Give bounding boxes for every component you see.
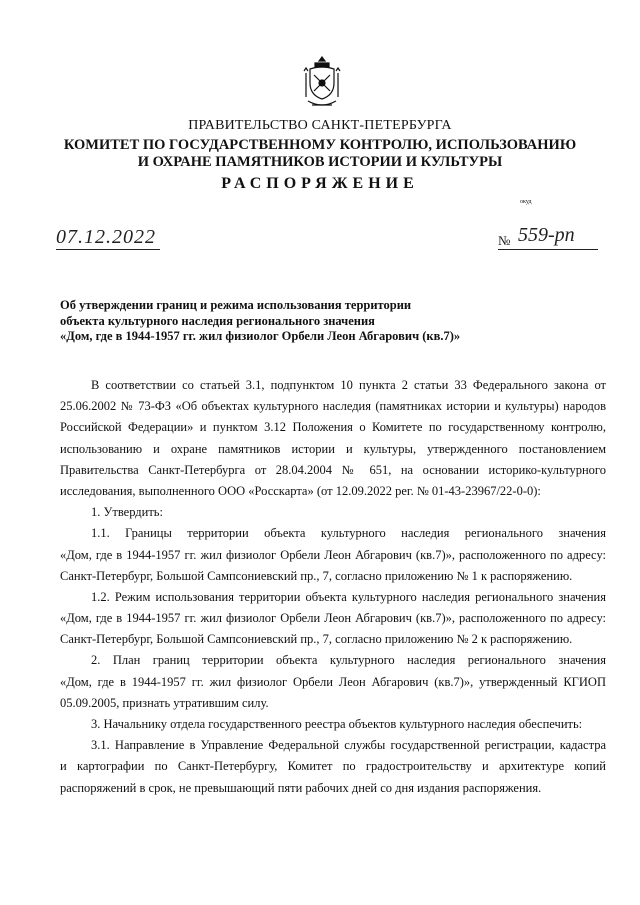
body-line: 2. План границ территории объекта культурного наследия регионального значения — [91, 653, 606, 668]
body-line: Правительства Санкт-Петербурга от 28.04.2004 № 651, на основании историко-культурного — [60, 462, 606, 477]
document-type-title: РАСПОРЯЖЕНИЕ — [221, 175, 419, 192]
body-line: использованию и охране памятников истории и культуры, утвержденного постановлением — [60, 441, 606, 456]
body-line: 25.06.2002 № 73-ФЗ «Об объектах культурного наследия (памятниках истории и культуры) народов — [60, 399, 606, 414]
number-sign: № — [498, 233, 511, 248]
document-body — [60, 375, 606, 799]
body-line: 3.1. Направление в Управление Федеральной службы государственной регистрации, кадастра — [91, 738, 606, 753]
body-line: 1.2. Режим использования территории объекта культурного наследия регионального значения — [91, 589, 606, 604]
document-number: 559-рп — [518, 224, 575, 246]
body-line: и картографии по Санкт-Петербургу, Комитет по градостроительству и архитектуре копий — [60, 759, 606, 774]
number-underline — [498, 249, 598, 250]
document-subject — [60, 298, 460, 345]
body-line: В соответствии со статьей 3.1, подпунктом 10 пункта 2 статьи 33 Федерального закона от — [91, 378, 606, 392]
subject-line: объекта культурного наследия регионального значения — [60, 313, 375, 328]
okud-label: окуд — [520, 199, 532, 205]
body-line: «Дом, где в 1944-1957 гг. жил физиолог Орбели Леон Абгарович (кв.7)», расположенного по адресу: — [60, 547, 606, 562]
date-underline — [56, 249, 160, 250]
subject-line: «Дом, где в 1944-1957 гг. жил физиолог Орбели Леон Абгарович (кв.7)» — [60, 329, 461, 343]
body-line: Санкт-Петербург, Большой Сампсониевский пр., 7, согласно приложению № 2 к распоряжению. — [60, 632, 573, 647]
government-heading: ПРАВИТЕЛЬСТВО САНКТ-ПЕТЕРБУРГА — [188, 118, 452, 133]
body-line: 1.1. Границы территории объекта культурного наследия регионального значения — [91, 526, 606, 541]
coat-of-arms-icon — [300, 55, 344, 111]
body-line: «Дом, где в 1944-1957 гг. жил физиолог Орбели Леон Абгарович (кв.7)», утвержденный КГИОП — [60, 674, 606, 689]
body-line: 3. Начальнику отдела государственного реестра объектов культурного наследия обеспечить: — [91, 717, 583, 731]
committee-heading-line-1: КОМИТЕТ ПО ГОСУДАРСТВЕННОМУ КОНТРОЛЮ, ИСПОЛЬЗОВАНИЮ — [63, 137, 577, 153]
body-line: 1. Утвердить: — [91, 505, 163, 520]
body-line: распоряжений в срок, не превышающий пяти рабочих дней со дня издания распоряжения. — [60, 780, 542, 795]
document-date: 07.12.2022 — [56, 226, 156, 248]
body-line: 05.09.2005, признать утратившим силу. — [60, 695, 269, 710]
body-line: Российской Федерации» и пунктом 3.12 Положения о Комитете по государственному контролю, — [60, 420, 606, 435]
body-line: «Дом, где в 1944-1957 гг. жил физиолог Орбели Леон Абгарович (кв.7)», расположенного по адресу: — [60, 611, 606, 626]
body-line: исследования, выполненного ООО «Росскарта» (от 12.09.2022 рег. № 01-43-23967/22-0-0): — [60, 483, 541, 498]
committee-heading-line-2: И ОХРАНЕ ПАМЯТНИКОВ ИСТОРИИ И КУЛЬТУРЫ — [137, 154, 503, 170]
subject-line: Об утверждении границ и режима использования территории — [60, 298, 412, 312]
body-line: Санкт-Петербург, Большой Сампсониевский пр., 7, согласно приложению № 1 к распоряжению. — [60, 568, 573, 583]
